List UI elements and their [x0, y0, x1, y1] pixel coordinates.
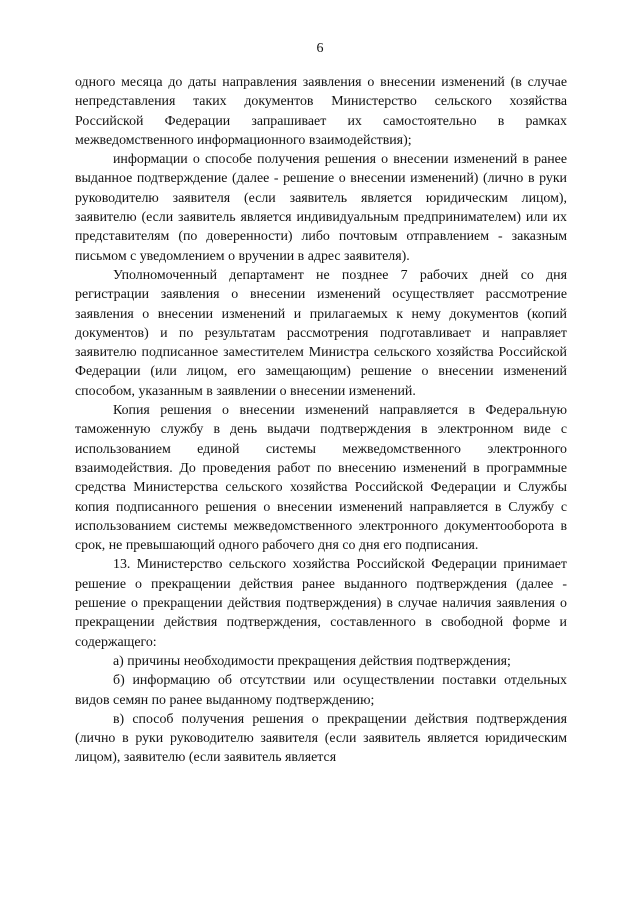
document-body — [75, 73, 567, 768]
list-item-a: а) причины необходимости прекращения действия подтверждения; — [113, 653, 511, 669]
paragraph-clause-13: 13. Министерство сельского хозяйства Российской Федерации принимает решение о прекращении действия ранее выданного подтверждения (далее - решение о прекращении действия подтверждения) в случае наличия заявления о прекращении действия подтверждения, составленного в свободной форме и содержащего: — [75, 557, 567, 650]
paragraph-decision-delivery-method: информации о способе получения решения о внесении изменений в ранее выданное подтверждение (далее - решение о внесении изменений) (лично в руки руководителю заявителя (если заявитель является юридическим лицом), заявителю (если заявитель является индивидуальным предпринимателем) или их представителям (по доверенности) либо почтовым отправлением - заказным письмом с уведомлением о вручении в адрес заявителя). — [75, 152, 567, 264]
list-item-v: в) способ получения решения о прекращении действия подтверждения (лично в руки руководителю заявителя (если заявитель является юридическим лицом), заявителю (если заявитель является — [75, 711, 567, 766]
list-item-b: б) информацию об отсутствии или осуществлении поставки отдельных видов семян по ранее выданному подтверждению; — [75, 673, 567, 708]
paragraph-review-period: Уполномоченный департамент не позднее 7 рабочих дней со дня регистрации заявления о внесении изменений осуществляет рассмотрение заявления о внесении изменений и прилагаемых к нему документов (копий документов) и по результатам рассмотрения подготавливает и направляет заявителю подписанное заместителем Министра сельского хозяйства Российской Федерации (или лицом, его замещающим) решение о внесении изменений способом, указанным в заявлении о внесении изменений. — [75, 267, 567, 399]
paragraph-customs-copy: Копия решения о внесении изменений направляется в Федеральную таможенную службу в день выдачи подтверждения в электронном виде с использованием единой системы межведомственного электронного взаимодействия. До проведения работ по внесению изменений в программные средства Министерства сельского хозяйства Российской Федерации и Службы копия подписанного решения о внесении изменений направляется в Службу с использованием системы межведомственного электронного документооборота в срок, не превышающий одного рабочего дня со дня его подписания. — [75, 403, 567, 554]
paragraph-continuation: одного месяца до даты направления заявления о внесении изменений (в случае непредставления таких документов Министерство сельского хозяйства Российской Федерации запрашивает их самостоятельно в рамках межведомственного информационного взаимодействия); — [75, 75, 567, 148]
page-number: 6 — [316, 41, 324, 56]
